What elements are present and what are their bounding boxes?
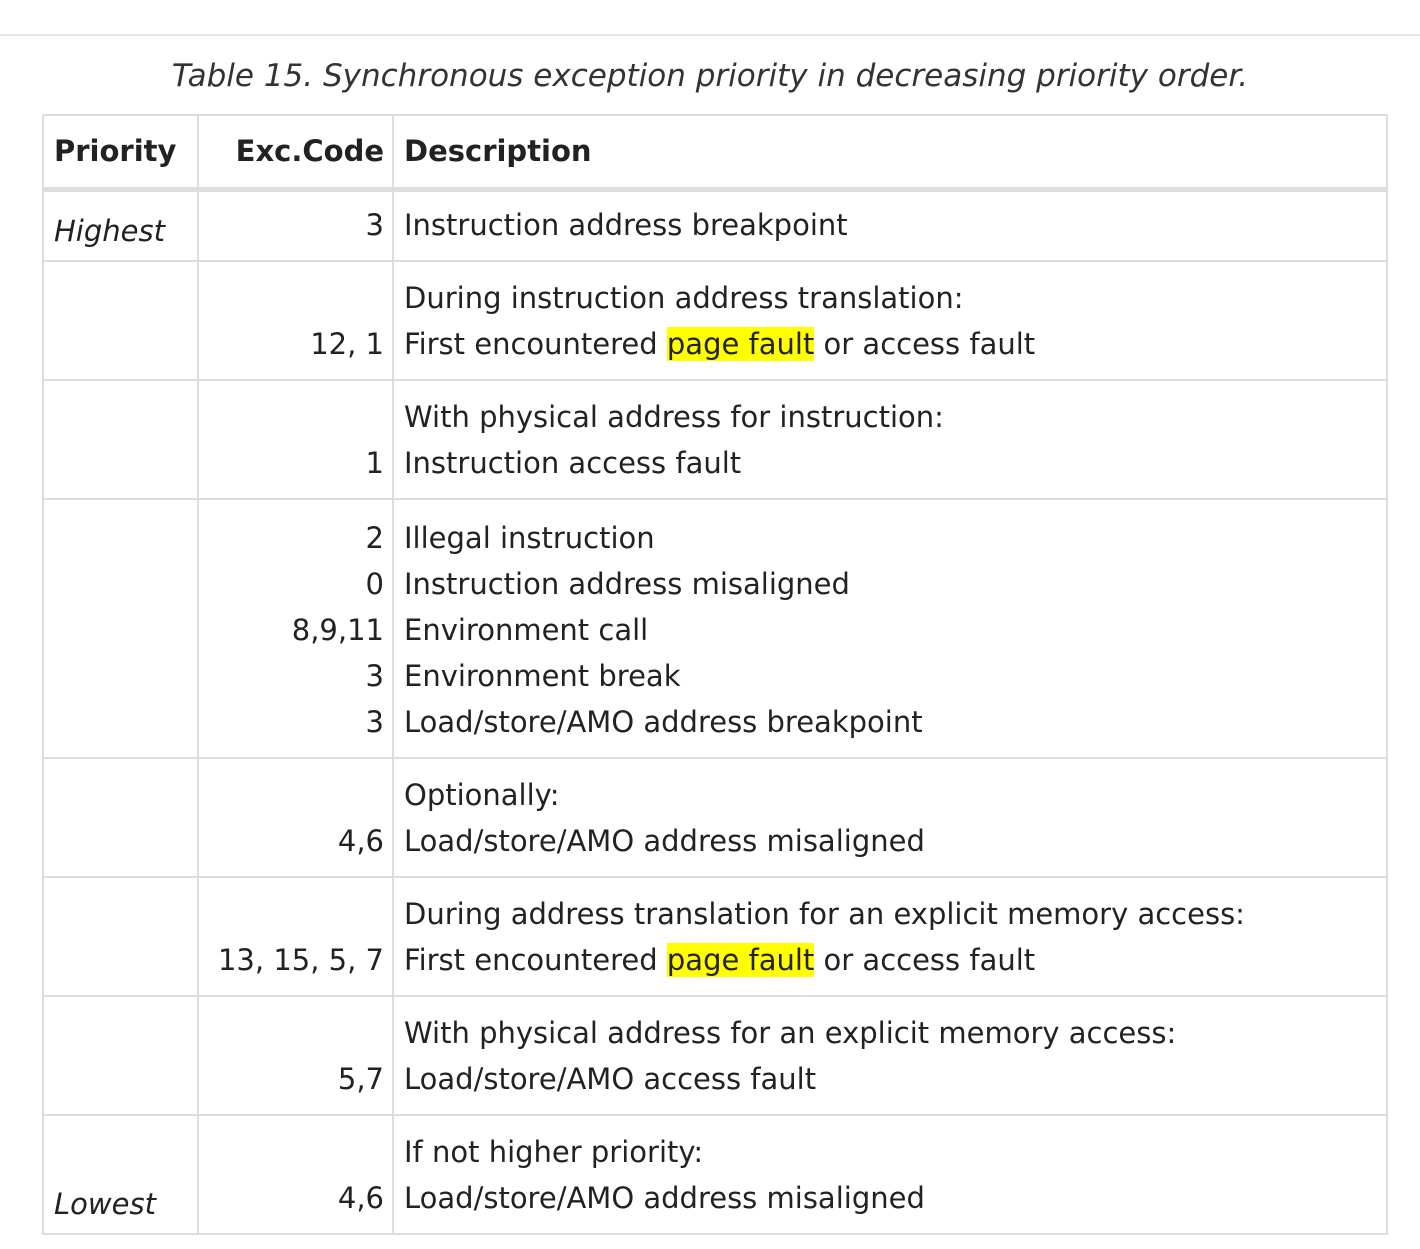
exc-code: 4,6 [337, 1181, 384, 1215]
description-line: Load/store/AMO address breakpoint [404, 705, 923, 739]
priority-cell: Lowest [43, 1115, 198, 1234]
table-caption: Table 15. Synchronous exception priority in decreasing priority order. [171, 58, 1249, 94]
description-line: Load/store/AMO address misaligned [404, 824, 925, 858]
description-line: During instruction address translation: [404, 281, 964, 315]
table-row [43, 499, 1387, 758]
description-line: Instruction access fault [404, 446, 742, 480]
description-cell [393, 499, 1387, 758]
exc-code-cell [198, 996, 393, 1115]
exc-code: 8,9,11 [291, 613, 384, 647]
description-line [404, 937, 1376, 983]
description-line: Environment call [404, 613, 649, 647]
exc-code: 3 [365, 208, 384, 242]
fault-text-after: or access fault [814, 327, 1036, 361]
exc-code: 13, 15, 5, 7 [217, 943, 384, 977]
exception-priority-table [42, 114, 1388, 1235]
exc-code: 3 [365, 705, 384, 739]
exc-code-cell [198, 1115, 393, 1234]
description-line: Illegal instruction [404, 521, 655, 555]
exc-code-cell [198, 380, 393, 499]
highlighted-term: page fault [666, 943, 815, 977]
table-row [43, 758, 1387, 877]
exc-code-cell [198, 261, 393, 380]
table-row [43, 189, 1387, 261]
description-line: Load/store/AMO address misaligned [404, 1181, 925, 1215]
exc-code: 4,6 [337, 824, 384, 858]
exc-code: 1 [365, 446, 384, 480]
description-cell [393, 1115, 1387, 1234]
exc-code: 12, 1 [310, 327, 384, 361]
priority-cell [43, 877, 198, 996]
header-priority: Priority [43, 115, 198, 189]
exc-code-cell [198, 877, 393, 996]
description-line: Optionally: [404, 778, 560, 812]
fault-text-after: or access fault [814, 943, 1036, 977]
description-line: Instruction address misaligned [404, 567, 850, 601]
exc-code: 0 [365, 567, 384, 601]
description-line: Instruction address breakpoint [404, 208, 848, 242]
exc-code-cell [198, 189, 393, 261]
table-row [43, 1115, 1387, 1234]
description-cell [393, 996, 1387, 1115]
priority-cell [43, 758, 198, 877]
priority-cell [43, 261, 198, 380]
description-line: During address translation for an explicit memory access: [404, 897, 1245, 931]
header-exc-code: Exc.Code [198, 115, 393, 189]
highlighted-term: page fault [666, 327, 815, 361]
table-row [43, 996, 1387, 1115]
fault-text-before: First encountered [404, 943, 667, 977]
exc-code-cell [198, 758, 393, 877]
priority-cell [43, 996, 198, 1115]
top-divider [0, 34, 1420, 36]
description-line [404, 321, 1376, 367]
table-header-row [43, 115, 1387, 189]
description-line: Load/store/AMO access fault [404, 1062, 817, 1096]
description-cell [393, 189, 1387, 261]
table-row [43, 877, 1387, 996]
table-row [43, 380, 1387, 499]
description-line: If not higher priority: [404, 1135, 704, 1169]
table-row [43, 261, 1387, 380]
description-cell [393, 261, 1387, 380]
exc-code: 5,7 [337, 1062, 384, 1096]
header-description: Description [393, 115, 1387, 189]
exc-code-cell [198, 499, 393, 758]
priority-cell: Highest [43, 189, 198, 261]
description-line: With physical address for instruction: [404, 400, 944, 434]
priority-cell [43, 499, 198, 758]
fault-text-before: First encountered [404, 327, 667, 361]
description-cell [393, 380, 1387, 499]
description-cell [393, 877, 1387, 996]
description-line: Environment break [404, 659, 681, 693]
description-line: With physical address for an explicit memory access: [404, 1016, 1177, 1050]
exc-code: 2 [365, 521, 384, 555]
description-cell [393, 758, 1387, 877]
exc-code: 3 [365, 659, 384, 693]
priority-cell [43, 380, 198, 499]
